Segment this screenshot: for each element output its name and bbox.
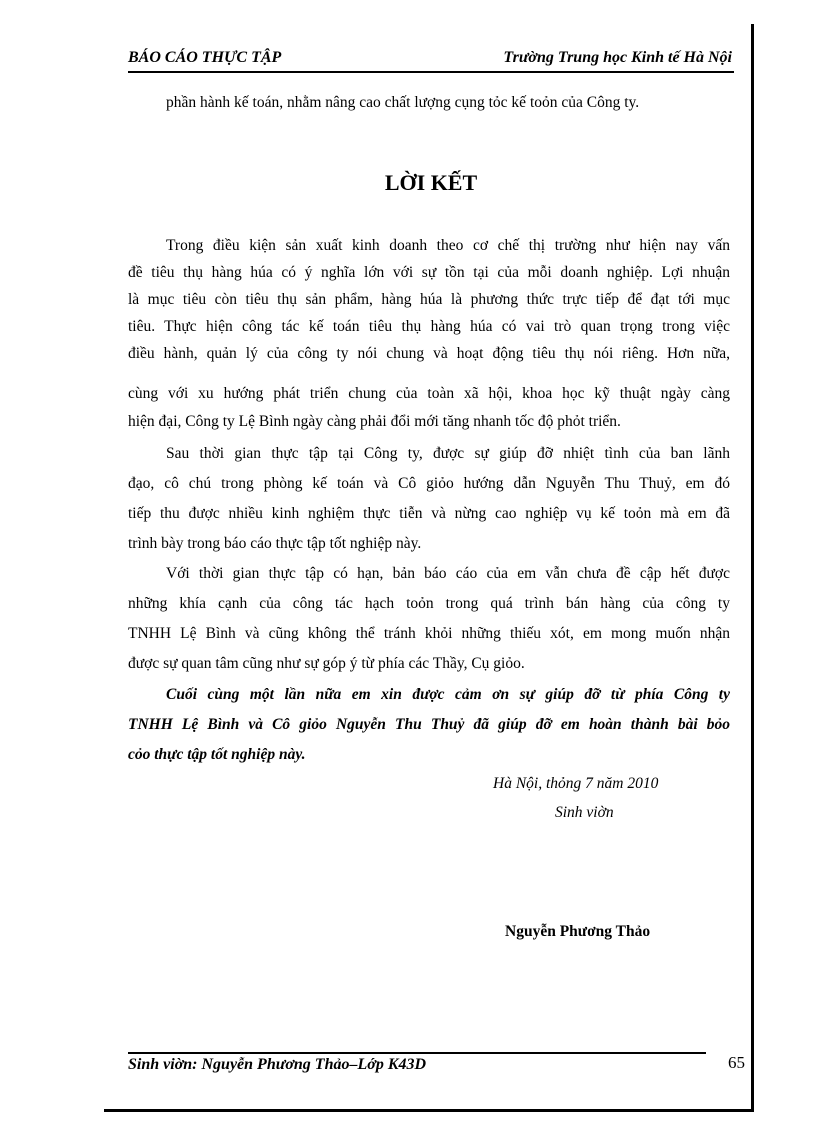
paragraph-1-line-4: tiêu. Thực hiện công tác kế toán tiêu thụ hàng húa có vai trò quan trọng trong việc — [128, 318, 730, 335]
paragraph-2-line-2: đạo, cô chú trong phòng kế toán và Cô giỏo hướng dẫn Nguyễn Thu Thuỷ, em đó — [128, 475, 730, 492]
page-number: 65 — [728, 1053, 745, 1072]
thanks-line-3: cỏo thực tập tốt nghiệp này. — [128, 746, 306, 763]
section-title: LỜI KẾT — [384, 170, 478, 195]
paragraph-2-line-3: tiếp thu được nhiều kinh nghiệm thực tiễn và nừng cao nghiệp vụ kế toỏn mà em đã — [128, 505, 730, 522]
paragraph-1-line-7: hiện đại, Công ty Lệ Bình ngày càng phải đổi mới tăng nhanh tốc độ phỏt triển. — [128, 413, 621, 430]
paragraph-3-line-2: những khía cạnh của công tác hạch toỏn trong quá trình bán hàng của công ty — [128, 595, 730, 612]
footer-rule — [128, 1052, 706, 1054]
paragraph-3-line-3: TNHH Lệ Bình và cũng không thể tránh khỏi những thiếu xót, em mong muốn nhận — [128, 625, 730, 642]
footer-student-info: Sinh viờn: Nguyễn Phương Thảo–Lớp K43D — [128, 1056, 427, 1073]
thanks-line-1: Cuối cùng một lần nữa em xin được cảm ơn sự giúp đỡ từ phía Công ty — [166, 686, 730, 703]
paragraph-1-line-1: Trong điều kiện sản xuất kinh doanh theo cơ chế thị trường như hiện nay vấn — [166, 237, 730, 254]
page-header — [128, 47, 734, 73]
paragraph-3-line-4: được sự quan tâm cũng như sự góp ý từ phía các Thầy, Cụ giỏo. — [128, 655, 525, 672]
continuation-line: phần hành kế toán, nhằm nâng cao chất lượng cụng tỏc kế toỏn của Công ty. — [166, 94, 640, 111]
paragraph-1-line-2: đề tiêu thụ hàng húa có ý nghĩa lớn với sự tồn tại của mỗi doanh nghiệp. Lợi nhuận — [128, 264, 730, 281]
paragraph-1-line-3: là mục tiêu còn tiêu thụ sản phẩm, hàng húa là phương thức trực tiếp để đạt tới mục — [128, 291, 730, 308]
thanks-line-2: TNHH Lệ Bình và Cô giỏo Nguyễn Thu Thuỷ đã giúp đỡ em hoàn thành bài bỏo — [128, 716, 730, 733]
paragraph-2-line-4: trình bày trong báo cáo thực tập tốt nghiệp này. — [128, 535, 422, 552]
header-school-name: Trường Trung học Kinh tế Hà Nội — [503, 49, 732, 66]
paragraph-3-line-1: Với thời gian thực tập có hạn, bản báo cáo của em vẫn chưa đề cập hết được — [166, 565, 730, 582]
paragraph-2-line-1: Sau thời gian thực tập tại Công ty, được sự giúp đỡ nhiệt tình của ban lãnh — [166, 445, 730, 462]
paragraph-1-line-5: điều hành, quản lý của công ty nói chung và hoạt động tiêu thụ nói riêng. Hơn nữa, — [128, 345, 730, 362]
signature-place-date: Hà Nội, thỏng 7 năm 2010 — [493, 775, 659, 792]
signature-role: Sinh viờn — [555, 804, 614, 821]
header-report-title: BÁO CÁO THỰC TẬP — [128, 49, 282, 66]
paragraph-1-line-6: cùng với xu hướng phát triển chung của toàn xã hội, khoa học kỹ thuật ngày càng — [128, 385, 730, 402]
signature-name: Nguyễn Phương Thảo — [505, 923, 651, 940]
